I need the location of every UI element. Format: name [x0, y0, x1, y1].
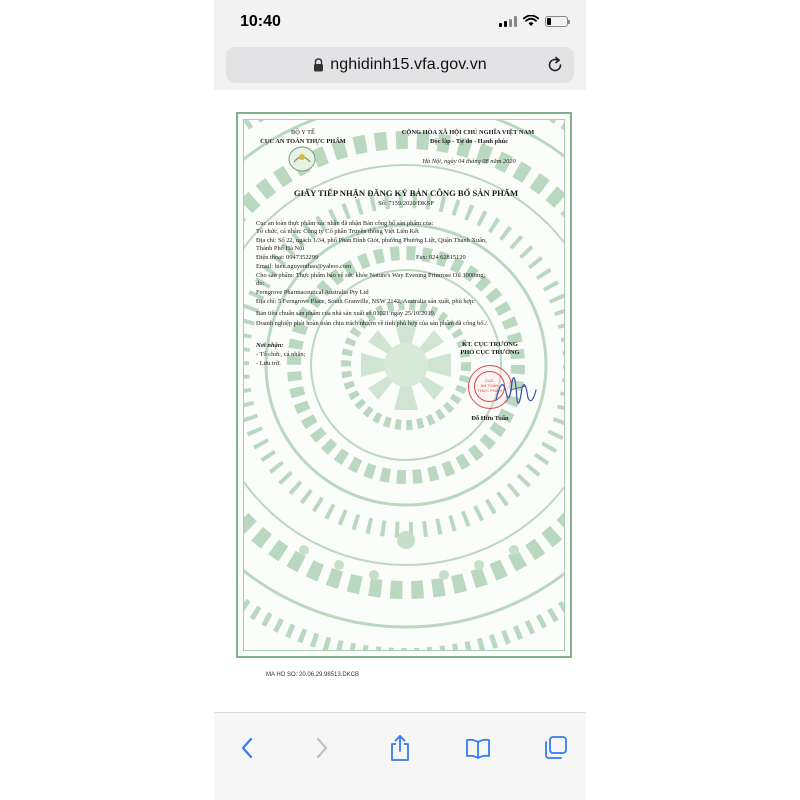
- recipients-heading: Nơi nhận:: [256, 342, 284, 349]
- status-time: 10:40: [240, 13, 281, 30]
- place-date: Hà Nội, ngày 04 tháng 08 năm 2020: [422, 158, 516, 165]
- certificate-inner-frame: [243, 119, 565, 651]
- back-button[interactable]: [232, 733, 262, 763]
- header-ministry: BỘ Y TẾ: [291, 129, 315, 136]
- header-agency: CỤC AN TOÀN THỰC PHẨM: [260, 138, 346, 145]
- body-line: Thành Phố Hà Nội: [256, 245, 305, 252]
- body-line: Địa chỉ: Số 22, ngách 1/34, phố Phan Đình Giót, phường Phương Liệt, Quận Thanh Xuân,: [256, 237, 487, 244]
- back-arrow-icon: [240, 737, 254, 759]
- tabs-icon: [542, 735, 568, 761]
- certificate-document: [236, 112, 572, 658]
- phone-screen: [214, 0, 586, 800]
- handwritten-signature: [492, 370, 542, 414]
- web-content: [214, 90, 586, 712]
- header-motto: Độc lập - Tự do - Hạnh phúc: [429, 138, 509, 145]
- reload-icon[interactable]: [545, 55, 565, 75]
- share-icon: [389, 734, 411, 762]
- share-button[interactable]: [385, 733, 415, 763]
- dossier-code: MA HO SO: 20.06.29.98513.DKCB: [266, 672, 360, 678]
- bookmarks-button[interactable]: [463, 733, 493, 763]
- manufacturer-address: Địa chỉ: 5 Ferngrove Place, South Granville, NSW 2142, Australia sản xuất, phù hợp:: [256, 298, 475, 305]
- status-bar: [214, 0, 586, 44]
- forward-arrow-icon: [315, 737, 329, 759]
- battery-icon: [545, 16, 568, 27]
- manufacturer-line: Ferngrove Pharmaceutical Australia Pty Ltd: [256, 289, 369, 296]
- phone-line: Điện thoại: 0947352299: [256, 254, 319, 261]
- email-line: Email: hien.nguyenthao@yahoo.com: [256, 263, 352, 270]
- body-line: Cục an toàn thực phẩm xác nhận đã nhận Bản công bố sản phẩm của:: [256, 220, 434, 227]
- signal-icon: [499, 16, 517, 27]
- agency-logo-icon: [288, 146, 316, 172]
- body-line: Tổ chức, cá nhân: Công ty Cổ phần Truyền thông Việt Liên Kết: [256, 228, 419, 235]
- seal-text: CỤC: [485, 378, 494, 383]
- forward-button[interactable]: [307, 733, 337, 763]
- recipient-item: - Lưu trữ.: [256, 360, 281, 367]
- document-title: GIẤY TIẾP NHẬN ĐĂNG KÝ BẢN CÔNG BỐ SẢN PHẨM: [293, 188, 519, 198]
- address-bar[interactable]: [226, 47, 574, 83]
- status-icons: [499, 15, 568, 27]
- fax-line: Fax: 024 62815120: [416, 254, 466, 261]
- seal-text: THỰC PHẨM: [477, 388, 502, 393]
- wifi-icon: [523, 15, 539, 27]
- address-field[interactable]: [226, 47, 574, 83]
- bookmarks-icon: [465, 737, 491, 759]
- standard-line: Bản tiêu chuẩn sản phẩm của nhà sản xuất số 01021 ngày 25/10/2019.: [256, 310, 436, 317]
- responsibility-line: Doanh nghiệp phải hoàn toàn chịu trách nhiệm về tính phù hợp của sản phẩm đã công bố./.: [256, 320, 489, 327]
- recipient-item: - Tổ chức, cá nhân;: [256, 351, 306, 358]
- signature-title-1: KT. CỤC TRƯỞNG: [462, 341, 518, 348]
- signature-title-2: PHÓ CỤC TRƯỞNG: [460, 349, 520, 356]
- product-line: do:: [256, 280, 265, 287]
- tabs-button[interactable]: [540, 733, 570, 763]
- signer-name: Đỗ Hữu Tuấn: [471, 415, 509, 422]
- header-nation: CỘNG HÒA XÃ HỘI CHỦ NGHĨA VIỆT NAM: [401, 129, 535, 136]
- browser-toolbar: [214, 712, 586, 800]
- seal-text: AN TOÀN: [480, 383, 499, 388]
- product-line: Cho sản phẩm: Thực phẩm bảo vệ sức khỏe Nature's Way Evening Primrose Oil 1000mg;: [256, 272, 486, 279]
- lock-icon: [313, 58, 324, 72]
- document-number: Số: 7159/2020/ĐKSP: [378, 200, 434, 207]
- url-text[interactable]: nghidinh15.vfa.gov.vn: [330, 56, 487, 73]
